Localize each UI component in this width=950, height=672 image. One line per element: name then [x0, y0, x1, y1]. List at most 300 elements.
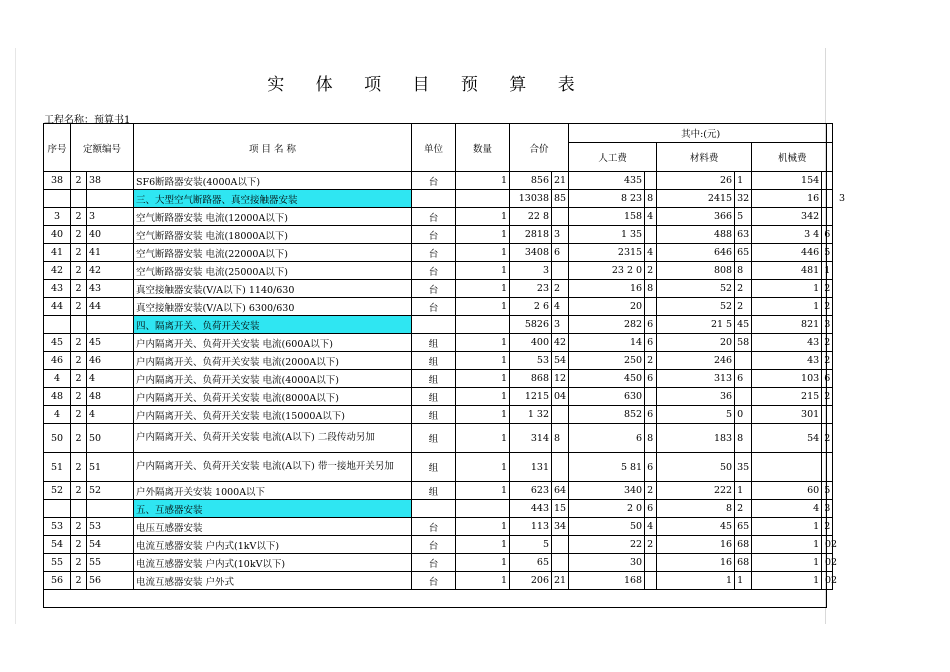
cell-labor: 282 — [569, 316, 645, 334]
cell-code-prefix — [71, 316, 87, 334]
cell-quantity: 1 — [456, 244, 510, 262]
cell-labor: 50 — [569, 518, 645, 536]
cell-seq: 46 — [44, 352, 71, 370]
cell-total: 131 — [510, 453, 552, 482]
table-row — [44, 388, 833, 406]
cell-machine-fraction: 2 — [822, 334, 833, 352]
cell-unit: 台 — [412, 572, 456, 590]
cell-machine: 301 — [752, 406, 822, 424]
cell-machine-fraction: 2 — [822, 298, 833, 316]
cell-labor-fraction — [645, 172, 657, 190]
cell-code-number: 52 — [87, 482, 134, 500]
cell-code-number: 40 — [87, 226, 134, 244]
cell-material-fraction: 2 — [735, 280, 752, 298]
table-row — [44, 172, 833, 190]
cell-labor-fraction — [645, 572, 657, 590]
cell-seq: 43 — [44, 280, 71, 298]
cell-quantity — [456, 316, 510, 334]
table-row — [44, 334, 833, 352]
header-labor: 人工费 — [569, 143, 657, 172]
cell-machine-fraction: 6 — [822, 370, 833, 388]
cell-code-number — [87, 190, 134, 208]
cell-quantity: 1 — [456, 572, 510, 590]
cell-item-name: 空气断路器安装 电流(18000A以下) — [134, 226, 412, 244]
cell-seq: 48 — [44, 388, 71, 406]
cell-material-fraction: 2 — [735, 298, 752, 316]
cell-seq: 52 — [44, 482, 71, 500]
cell-quantity: 1 — [456, 226, 510, 244]
budget-table — [43, 123, 833, 590]
cell-unit: 台 — [412, 226, 456, 244]
cell-material-fraction — [735, 352, 752, 370]
cell-machine: 821 — [752, 316, 822, 334]
cell-labor: 20 — [569, 298, 645, 316]
cell-material-fraction: 5 — [735, 208, 752, 226]
cell-material: 36 — [657, 388, 735, 406]
cell-quantity: 1 — [456, 388, 510, 406]
cell-seq: 41 — [44, 244, 71, 262]
cell-total: 53 — [510, 352, 552, 370]
cell-machine-fraction: 3 — [822, 500, 833, 518]
cell-unit: 台 — [412, 262, 456, 280]
cell-item-name: 电流互感器安装 户内式(1kV以下) — [134, 536, 412, 554]
cell-item-name: 电流互感器安装 户内式(10kV以下) — [134, 554, 412, 572]
cell-seq: 53 — [44, 518, 71, 536]
cell-code-number: 42 — [87, 262, 134, 280]
cell-machine: 43 — [752, 334, 822, 352]
table-row — [44, 453, 833, 482]
cell-labor-fraction: 4 — [645, 244, 657, 262]
cell-machine-fraction: 2 — [822, 352, 833, 370]
cell-code-number: 48 — [87, 388, 134, 406]
cell-labor: 2 0 — [569, 500, 645, 518]
cell-quantity: 1 — [456, 424, 510, 453]
cell-total-fraction — [552, 536, 569, 554]
cell-code-prefix: 2 — [71, 406, 87, 424]
cell-machine-fraction: 2 — [822, 424, 833, 453]
cell-total-fraction: 3 — [552, 226, 569, 244]
cell-material: 16 — [657, 554, 735, 572]
cell-quantity: 1 — [456, 208, 510, 226]
cell-total: 3408 — [510, 244, 552, 262]
table-row — [44, 370, 833, 388]
cell-total: 400 — [510, 334, 552, 352]
cell-total-fraction: 4 — [552, 298, 569, 316]
cell-machine: 154 — [752, 172, 822, 190]
header-material: 材料费 — [657, 143, 752, 172]
cell-material-fraction: 8 — [735, 262, 752, 280]
cell-total: 206 — [510, 572, 552, 590]
cell-item-name: 四、隔离开关、负荷开关安装 — [134, 316, 412, 334]
cell-seq: 44 — [44, 298, 71, 316]
cell-total: 623 — [510, 482, 552, 500]
cell-material: 2415 — [657, 190, 735, 208]
cell-machine: 342 — [752, 208, 822, 226]
cell-machine-fraction: 2 — [822, 518, 833, 536]
cell-code-prefix — [71, 190, 87, 208]
cell-code-prefix: 2 — [71, 536, 87, 554]
cell-code-number: 45 — [87, 334, 134, 352]
cell-unit: 台 — [412, 208, 456, 226]
cell-item-name: 空气断路器安装 电流(25000A以下) — [134, 262, 412, 280]
section-row — [44, 500, 833, 518]
cell-total-fraction: 21 — [552, 572, 569, 590]
cell-quantity: 1 — [456, 554, 510, 572]
cell-code-prefix: 2 — [71, 226, 87, 244]
cell-labor: 450 — [569, 370, 645, 388]
project-name-label: 工程名称：预算书1 — [44, 115, 131, 126]
cell-labor-fraction: 8 — [645, 190, 657, 208]
cell-machine: 1 — [752, 518, 822, 536]
cell-item-name: 户内隔离开关、负荷开关安装 电流(15000A以下) — [134, 406, 412, 424]
cell-item-name: 空气断路器安装 电流(22000A以下) — [134, 244, 412, 262]
cell-code-prefix: 2 — [71, 572, 87, 590]
cell-code-number: 50 — [87, 424, 134, 453]
page-edge-left — [15, 48, 16, 624]
cell-machine-fraction: 2 — [822, 280, 833, 298]
cell-total: 1215 — [510, 388, 552, 406]
cell-labor-fraction: 2 — [645, 536, 657, 554]
cell-labor-fraction: 6 — [645, 500, 657, 518]
cell-code-number: 56 — [87, 572, 134, 590]
overflow-digit: 02 — [825, 538, 838, 550]
cell-item-name: 户内隔离开关、负荷开关安装 电流(8000A以下) — [134, 388, 412, 406]
cell-material-fraction: 68 — [735, 554, 752, 572]
table-row — [44, 298, 833, 316]
cell-machine-fraction: 2 — [822, 388, 833, 406]
cell-total-fraction: 21 — [552, 172, 569, 190]
cell-total: 5 — [510, 536, 552, 554]
cell-item-name: 户内隔离开关、负荷开关安装 电流(4000A以下) — [134, 370, 412, 388]
cell-code-number: 51 — [87, 453, 134, 482]
cell-code-prefix: 2 — [71, 453, 87, 482]
cell-code-prefix: 2 — [71, 388, 87, 406]
cell-item-name: 户内隔离开关、负荷开关安装 电流(A以下) 二段传动另加 — [134, 424, 412, 453]
cell-seq — [44, 190, 71, 208]
cell-total-fraction — [552, 208, 569, 226]
cell-machine: 1 — [752, 572, 822, 590]
cell-total-fraction: 8 — [552, 424, 569, 453]
cell-seq: 3 — [44, 208, 71, 226]
cell-seq: 38 — [44, 172, 71, 190]
cell-labor-fraction — [645, 388, 657, 406]
cell-labor: 340 — [569, 482, 645, 500]
header-among: 其中:(元) — [569, 124, 833, 143]
table-row — [44, 226, 833, 244]
cell-total: 113 — [510, 518, 552, 536]
cell-machine: 1 — [752, 536, 822, 554]
cell-unit: 组 — [412, 334, 456, 352]
cell-material-fraction: 8 — [735, 424, 752, 453]
cell-labor: 435 — [569, 172, 645, 190]
cell-total-fraction: 54 — [552, 352, 569, 370]
cell-quantity — [456, 190, 510, 208]
header-seq: 序号 — [44, 124, 71, 172]
table-row — [44, 572, 833, 590]
cell-item-name: 三、大型空气断路器、真空接触器安装 — [134, 190, 412, 208]
cell-code-number — [87, 316, 134, 334]
cell-quantity: 1 — [456, 482, 510, 500]
cell-machine: 54 — [752, 424, 822, 453]
cell-code-prefix: 2 — [71, 244, 87, 262]
cell-unit: 台 — [412, 518, 456, 536]
header-quantity: 数量 — [456, 124, 510, 172]
cell-code-prefix: 2 — [71, 554, 87, 572]
cell-total-fraction — [552, 262, 569, 280]
cell-machine: 1 — [752, 280, 822, 298]
cell-item-name: 户内隔离开关、负荷开关安装 电流(A以下) 带一接地开关另加 — [134, 453, 412, 482]
cell-material-fraction: 58 — [735, 334, 752, 352]
cell-code-prefix: 2 — [71, 352, 87, 370]
cell-labor-fraction: 6 — [645, 453, 657, 482]
cell-total-fraction: 34 — [552, 518, 569, 536]
cell-total-fraction — [552, 554, 569, 572]
cell-code-number: 4 — [87, 370, 134, 388]
cell-material: 5 — [657, 406, 735, 424]
cell-code-prefix: 2 — [71, 208, 87, 226]
cell-labor-fraction: 2 — [645, 482, 657, 500]
cell-unit: 组 — [412, 352, 456, 370]
cell-machine: 1 — [752, 298, 822, 316]
cell-quantity: 1 — [456, 262, 510, 280]
table-row — [44, 262, 833, 280]
cell-machine-fraction: 3 — [822, 316, 833, 334]
cell-quantity: 1 — [456, 453, 510, 482]
cell-code-prefix: 2 — [71, 482, 87, 500]
cell-labor: 1 35 — [569, 226, 645, 244]
cell-labor-fraction: 6 — [645, 316, 657, 334]
cell-labor-fraction — [645, 554, 657, 572]
cell-labor-fraction: 6 — [645, 370, 657, 388]
header-machine: 机械费 — [752, 143, 833, 172]
cell-total-fraction — [552, 406, 569, 424]
cell-labor: 5 81 — [569, 453, 645, 482]
cell-material: 222 — [657, 482, 735, 500]
cell-code-prefix: 2 — [71, 370, 87, 388]
cell-material-fraction: 6 — [735, 370, 752, 388]
cell-machine-fraction: 5 — [822, 482, 833, 500]
cell-material: 808 — [657, 262, 735, 280]
cell-total: 856 — [510, 172, 552, 190]
header-unit: 单位 — [412, 124, 456, 172]
cell-material: 646 — [657, 244, 735, 262]
cell-material: 16 — [657, 536, 735, 554]
cell-machine-fraction — [822, 453, 833, 482]
cell-machine: 103 — [752, 370, 822, 388]
cell-labor: 23 2 0 — [569, 262, 645, 280]
cell-labor-fraction: 2 — [645, 352, 657, 370]
cell-code-number: 54 — [87, 536, 134, 554]
cell-material-fraction: 45 — [735, 316, 752, 334]
cell-material: 45 — [657, 518, 735, 536]
cell-item-name: 户内隔离开关、负荷开关安装 电流(2000A以下) — [134, 352, 412, 370]
header-item-name: 项 目 名 称 — [134, 124, 412, 172]
cell-material: 488 — [657, 226, 735, 244]
cell-total: 1 32 — [510, 406, 552, 424]
cell-machine-fraction — [822, 208, 833, 226]
cell-total-fraction — [552, 453, 569, 482]
cell-total-fraction: 12 — [552, 370, 569, 388]
table-row — [44, 482, 833, 500]
cell-unit — [412, 316, 456, 334]
cell-labor-fraction — [645, 226, 657, 244]
cell-material-fraction: 32 — [735, 190, 752, 208]
cell-machine-fraction — [822, 190, 833, 208]
cell-unit: 组 — [412, 388, 456, 406]
table-row — [44, 244, 833, 262]
cell-unit: 台 — [412, 298, 456, 316]
table-row — [44, 536, 833, 554]
table-row — [44, 352, 833, 370]
cell-quantity: 1 — [456, 172, 510, 190]
cell-item-name: 空气断路器安装 电流(12000A以下) — [134, 208, 412, 226]
cell-unit: 台 — [412, 280, 456, 298]
cell-labor: 22 — [569, 536, 645, 554]
cell-seq: 51 — [44, 453, 71, 482]
cell-material-fraction: 65 — [735, 244, 752, 262]
cell-seq: 45 — [44, 334, 71, 352]
overflow-digit: 02 — [825, 574, 838, 586]
cell-unit: 台 — [412, 244, 456, 262]
cell-code-prefix: 2 — [71, 172, 87, 190]
cell-labor: 630 — [569, 388, 645, 406]
cell-unit — [412, 190, 456, 208]
cell-labor-fraction: 8 — [645, 280, 657, 298]
cell-item-name: 五、互感器安装 — [134, 500, 412, 518]
cell-quantity: 1 — [456, 370, 510, 388]
cell-unit: 组 — [412, 424, 456, 453]
cell-item-name: 户内隔离开关、负荷开关安装 电流(600A以下) — [134, 334, 412, 352]
cell-code-number — [87, 500, 134, 518]
cell-quantity: 1 — [456, 334, 510, 352]
cell-seq — [44, 316, 71, 334]
cell-material: 1 — [657, 572, 735, 590]
cell-material-fraction: 2 — [735, 500, 752, 518]
cell-seq: 55 — [44, 554, 71, 572]
cell-material: 8 — [657, 500, 735, 518]
cell-total: 13038 — [510, 190, 552, 208]
cell-labor-fraction — [645, 298, 657, 316]
cell-material: 366 — [657, 208, 735, 226]
cell-code-number: 44 — [87, 298, 134, 316]
cell-material: 20 — [657, 334, 735, 352]
cell-material-fraction: 68 — [735, 536, 752, 554]
cell-material: 52 — [657, 298, 735, 316]
cell-seq — [44, 500, 71, 518]
cell-material: 52 — [657, 280, 735, 298]
cell-labor: 2315 — [569, 244, 645, 262]
cell-quantity — [456, 500, 510, 518]
cell-total-fraction: 64 — [552, 482, 569, 500]
cell-material-fraction: 1 — [735, 482, 752, 500]
cell-code-prefix: 2 — [71, 518, 87, 536]
cell-labor: 168 — [569, 572, 645, 590]
cell-material: 313 — [657, 370, 735, 388]
cell-unit: 组 — [412, 406, 456, 424]
cell-material: 21 5 — [657, 316, 735, 334]
table-row — [44, 280, 833, 298]
cell-code-number: 3 — [87, 208, 134, 226]
cell-code-number: 38 — [87, 172, 134, 190]
cell-machine-fraction: 1 — [822, 262, 833, 280]
cell-code-number: 41 — [87, 244, 134, 262]
cell-labor: 14 — [569, 334, 645, 352]
cell-machine: 481 — [752, 262, 822, 280]
cell-labor: 30 — [569, 554, 645, 572]
cell-labor: 158 — [569, 208, 645, 226]
table-row — [44, 424, 833, 453]
cell-total-fraction: 6 — [552, 244, 569, 262]
cell-total-fraction: 85 — [552, 190, 569, 208]
cell-unit: 台 — [412, 536, 456, 554]
cell-total-fraction: 42 — [552, 334, 569, 352]
cell-seq: 54 — [44, 536, 71, 554]
cell-item-name: 电流互感器安装 户外式 — [134, 572, 412, 590]
cell-unit — [412, 500, 456, 518]
cell-code-number: 55 — [87, 554, 134, 572]
cell-item-name: 电压互感器安装 — [134, 518, 412, 536]
cell-total: 314 — [510, 424, 552, 453]
overflow-digit: 3 — [839, 192, 846, 204]
header-total: 合价 — [510, 124, 569, 172]
cell-labor: 16 — [569, 280, 645, 298]
page-title: 实 体 项 目 预 算 表 — [267, 75, 588, 95]
cell-material-fraction: 1 — [735, 172, 752, 190]
cell-total-fraction: 15 — [552, 500, 569, 518]
cell-seq: 4 — [44, 370, 71, 388]
cell-seq: 40 — [44, 226, 71, 244]
cell-unit: 组 — [412, 482, 456, 500]
cell-total: 65 — [510, 554, 552, 572]
cell-machine-fraction — [822, 172, 833, 190]
cell-code-prefix: 2 — [71, 298, 87, 316]
cell-total-fraction: 04 — [552, 388, 569, 406]
cell-total: 2818 — [510, 226, 552, 244]
cell-unit: 台 — [412, 172, 456, 190]
cell-code-prefix: 2 — [71, 280, 87, 298]
cell-total-fraction: 3 — [552, 316, 569, 334]
cell-code-prefix: 2 — [71, 334, 87, 352]
cell-unit: 组 — [412, 453, 456, 482]
cell-seq: 50 — [44, 424, 71, 453]
section-row — [44, 316, 833, 334]
cell-material-fraction: 63 — [735, 226, 752, 244]
cell-item-name: 户外隔离开关安装 1000A以下 — [134, 482, 412, 500]
cell-machine: 43 — [752, 352, 822, 370]
cell-total: 868 — [510, 370, 552, 388]
cell-labor-fraction: 8 — [645, 424, 657, 453]
cell-total: 443 — [510, 500, 552, 518]
cell-labor-fraction: 4 — [645, 518, 657, 536]
cell-unit: 组 — [412, 370, 456, 388]
cell-quantity: 1 — [456, 536, 510, 554]
cell-labor: 8 23 — [569, 190, 645, 208]
cell-labor: 250 — [569, 352, 645, 370]
cell-quantity: 1 — [456, 298, 510, 316]
cell-material: 183 — [657, 424, 735, 453]
cell-labor-fraction: 6 — [645, 334, 657, 352]
cell-machine: 4 — [752, 500, 822, 518]
cell-code-number: 46 — [87, 352, 134, 370]
cell-material-fraction: 0 — [735, 406, 752, 424]
cell-total: 5826 — [510, 316, 552, 334]
cell-machine: 1 — [752, 554, 822, 572]
overflow-digit: 02 — [825, 556, 838, 568]
cell-code-prefix: 2 — [71, 424, 87, 453]
table-row — [44, 518, 833, 536]
cell-machine: 215 — [752, 388, 822, 406]
cell-material-fraction — [735, 388, 752, 406]
